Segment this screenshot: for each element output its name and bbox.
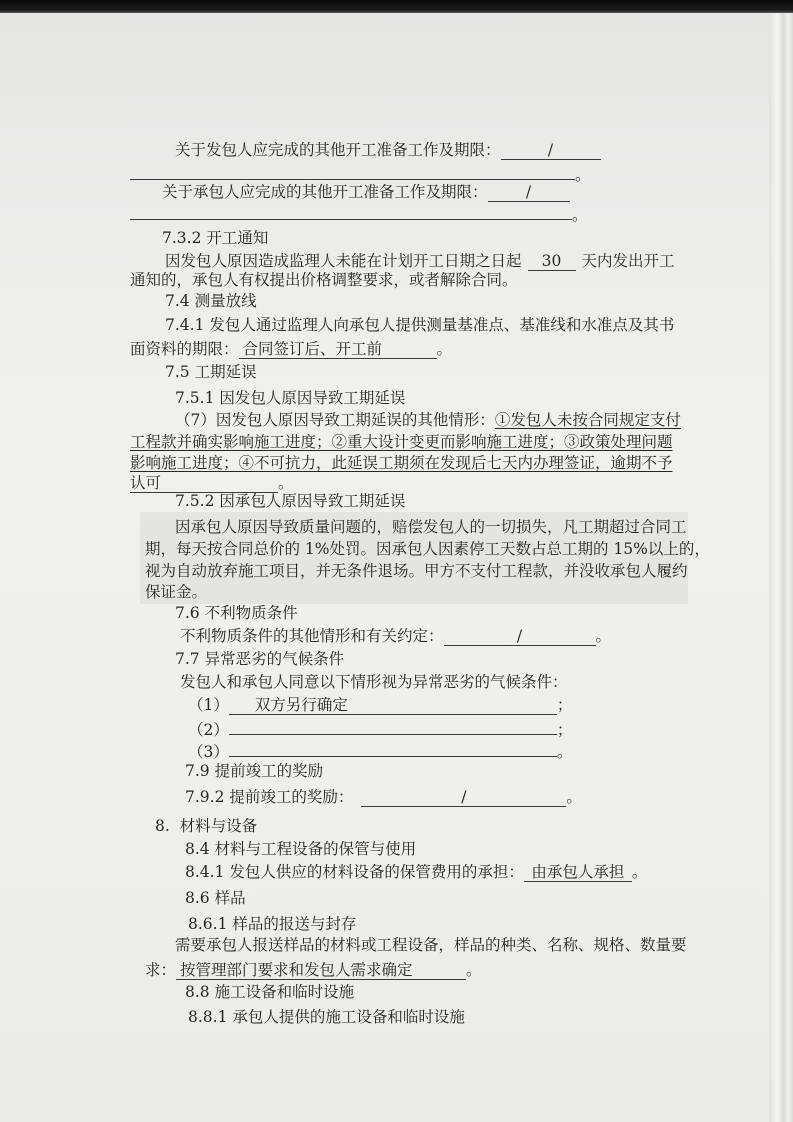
section-heading-7-3-2: 7.3.2 开工通知 (162, 229, 269, 247)
weather-item-1-num: （1） (188, 696, 229, 714)
start-notice-line-2: 通知的，承包人有权提出价格调整要求，或者解除合同。 (130, 271, 518, 289)
employer-prep-line (175, 140, 601, 160)
contractor-prep-blank (130, 201, 572, 220)
weather-item-1-end: ； (556, 696, 573, 714)
storage-cost-line (185, 862, 647, 882)
contractor-delay-line-2: 期，每天按合同总价的 1%处罚。因承包人因素停工天数占总工期的 15%以上的， (145, 540, 710, 558)
employer-prep-end: 。 (575, 166, 591, 184)
section-heading-7-5-2: 7.5.2 因承包人原因导致工期延误 (175, 492, 406, 510)
samples-line-2 (145, 960, 482, 980)
delay-item7-line-4 (130, 473, 294, 493)
contractor-delay-line-3: 视为自动放弃施工项目，并无条件退场。甲方不支付工程款，并没收承包人履约 (145, 562, 688, 580)
adverse-conditions-line (180, 626, 611, 646)
delay-item7-end: 。 (278, 474, 294, 492)
section-heading-8-6: 8.6 样品 (185, 889, 246, 907)
section-heading-8-6-1: 8.6.1 样品的报送与封存 (188, 915, 357, 933)
weather-item-1 (188, 695, 572, 715)
weather-item-2-num: （2） (188, 721, 229, 739)
contractor-delay-line-1: 因承包人原因导致质量问题的，赔偿发包人的一切损失，凡工期超过合同工 (175, 518, 687, 536)
weather-item-3 (188, 738, 572, 762)
adverse-conditions-value: / (444, 627, 596, 646)
early-completion-value: / (361, 788, 566, 807)
section-heading-8-8-1: 8.8.1 承包人提供的施工设备和临时设施 (188, 1008, 465, 1026)
storage-cost-value: 由承包人承担 (524, 863, 632, 882)
delay-item7-line-3: 影响施工进度；④不可抗力，此延误工期须在发现后七天内办理签证，逾期不予 (130, 454, 673, 472)
weather-item-3-end: 。 (556, 743, 573, 761)
survey-line-2 (130, 339, 452, 359)
adverse-conditions-end: 。 (595, 627, 612, 645)
section-heading-7-4: 7.4 测量放线 (165, 292, 257, 310)
start-notice-line-1 (165, 251, 675, 271)
start-notice-text-after: 天内发出开工 (581, 252, 675, 270)
scan-top-border (0, 0, 793, 13)
contractor-delay-line-4: 保证金。 (145, 583, 208, 601)
samples-label: 求： (145, 961, 177, 979)
survey-deadline-label: 面资料的期限： (130, 340, 239, 358)
weather-item-2-blank (229, 716, 557, 735)
start-notice-days: 30 (528, 252, 576, 271)
section-heading-8-4: 8.4 材料与工程设备的保管与使用 (185, 840, 417, 858)
contractor-prep-value: / (488, 183, 570, 202)
samples-end: 。 (466, 961, 482, 979)
weather-item-1-value: 双方另行确定 (229, 696, 557, 715)
samples-line-1: 需要承包人报送样品的材料或工程设备，样品的种类、名称、规格、数量要 (175, 936, 687, 954)
samples-value: 按管理部门要求和发包人需求确定 (176, 961, 466, 980)
section-heading-7-5-1: 7.5.1 因发包人原因导致工期延误 (175, 389, 406, 407)
employer-prep-value: / (501, 141, 601, 160)
section-heading-7-9: 7.9 提前竣工的奖励 (185, 762, 324, 780)
section-heading-8: 8. 材料与设备 (155, 817, 258, 835)
weather-intro: 发包人和承包人同意以下情形视为异常恶劣的气候条件： (180, 673, 568, 691)
storage-cost-end: 。 (631, 863, 648, 881)
weather-item-2 (188, 716, 572, 740)
early-completion-label: 7.9.2 提前竣工的奖励： (185, 788, 354, 806)
section-heading-7-5: 7.5 工期延误 (165, 363, 257, 381)
employer-prep-blank (130, 161, 575, 180)
weather-item-2-end: ； (556, 721, 573, 739)
early-completion-end: 。 (566, 788, 582, 806)
page-stack-edge (769, 13, 793, 1122)
adverse-conditions-label: 不利物质条件的其他情形和有关约定： (180, 627, 444, 645)
survey-deadline-value: 合同签订后、开工前 (239, 340, 437, 359)
delay-item7-line-2: 工程款并确实影响施工进度；②重大设计变更而影响施工进度；③政策处理问题 (130, 433, 673, 451)
contractor-prep-line (162, 182, 570, 202)
section-heading-7-6: 7.6 不利物质条件 (175, 604, 298, 622)
contractor-prep-end: 。 (572, 206, 588, 224)
delay-item7-label: （7）因发包人原因导致工期延误的其他情形： (175, 411, 495, 429)
storage-cost-label: 8.4.1 发包人供应的材料设备的保管费用的承担： (185, 863, 524, 881)
contractor-prep-continuation (130, 201, 588, 225)
survey-line-1: 7.4.1 发包人通过监理人向承包人提供测量基准点、基准线和水准点及其书 (165, 316, 675, 334)
delay-item7-line-1 (175, 410, 681, 430)
survey-deadline-end: 。 (436, 340, 453, 358)
section-heading-7-7: 7.7 异常恶劣的气候条件 (175, 650, 345, 668)
start-notice-text-before: 因发包人原因造成监理人未能在计划开工日期之日起 (165, 252, 522, 270)
weather-item-3-num: （3） (188, 743, 229, 761)
section-heading-8-8: 8.8 施工设备和临时设施 (185, 983, 355, 1001)
early-completion-line (185, 787, 582, 807)
delay-item7-value: ①发包人未按合同规定支付 (494, 411, 681, 429)
delay-item7-value-end: 认可 (130, 474, 278, 493)
contractor-prep-label: 关于承包人应完成的其他开工准备工作及期限： (162, 183, 488, 201)
employer-prep-label: 关于发包人应完成的其他开工准备工作及期限： (175, 141, 501, 159)
weather-item-3-blank (229, 738, 557, 757)
